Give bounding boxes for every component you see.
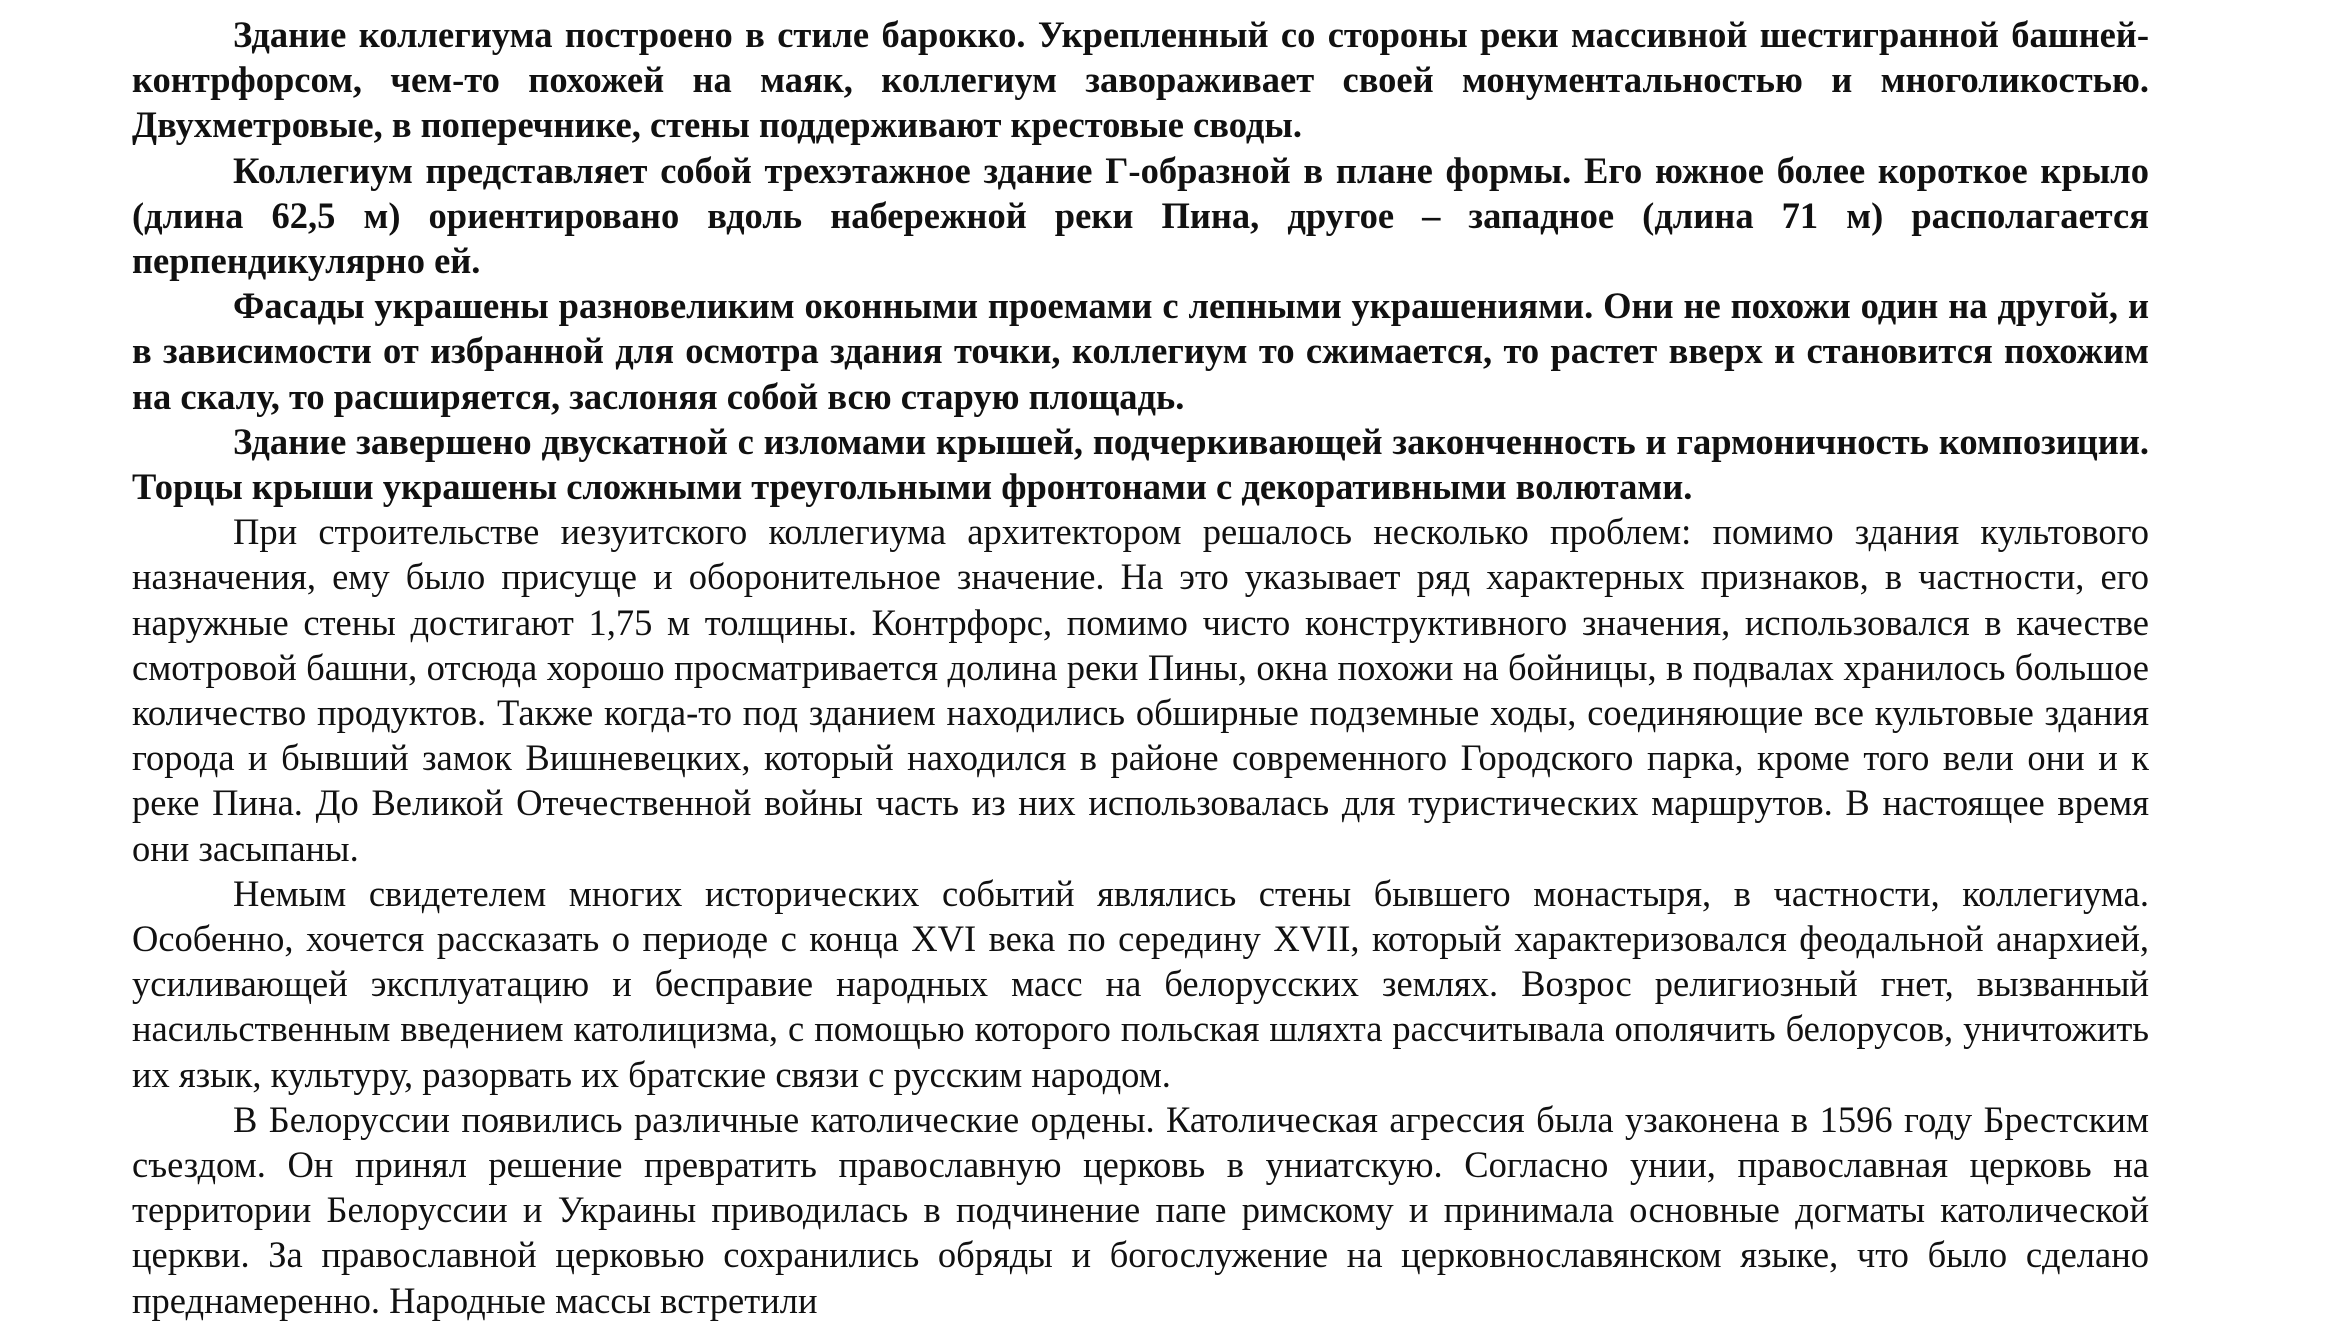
paragraph-facades: Фасады украшены разновеликим оконными проемами с лепными украшениями. Они не похожи один на другой, и в зависимости от избранной для осмотра здания точки, коллегиум то сжимается, то растет вверх и становится похожим на скалу, то расширяется, заслоняя собой всю старую площадь. [132, 285, 2149, 417]
paragraph-defensive-purpose: При строительстве иезуитского коллегиума архитектором решалось несколько проблем: помимо здания культового назначения, ему было присуще и оборонительное значение. На это указывает ряд характерных признаков, в частности, его наружные стены достигают 1,75 м толщины. Контрфорс, помимо чисто конструктивного значения, использовался в качестве смотровой башни, отсюда хорошо просматривается долина реки Пины, окна похожи на бойницы, в подвалах хранилось большое количество продуктов. Также когда-то под зданием находились обширные подземные ходы, соединяющие все культовые здания города и бывший замок Вишневецких, который находился в районе современного Городского парка, кроме того вели они и к реке Пина. До Великой Отечественной войны часть из них использовалась для туристических маршрутов. В настоящее время они засыпаны. [132, 511, 2149, 869]
paragraph-catholic-orders: В Белоруссии появились различные католические ордены. Католическая агрессия была узаконена в 1596 году Брестским съездом. Он принял решение превратить православную церковь в униатскую. Согласно унии, православная церковь на территории Белоруссии и Украины приводилась в подчинение папе римскому и принимала основные догматы католической церкви. За православной церковью сохранились обряды и богослужение на церковнославянском языке, что было сделано преднамеренно. Народные массы встретили [132, 1098, 2149, 1321]
paragraph-building-plan: Коллегиум представляет собой трехэтажное здание Г-образной в плане формы. Его южное более короткое крыло (длина 62,5 м) ориентировано вдоль набережной реки Пина, другое – западное (длина 71 м) располагается перпендикулярно ей. [132, 149, 2149, 282]
document-page [132, 12, 2149, 1323]
paragraph-historical-events: Немым свидетелем многих исторических событий являлись стены бывшего монастыря, в частности, коллегиума. Особенно, хочется рассказать о периоде с конца XVI века по середину XVII, который характеризовался феодальной анархией, усиливающей эксплуатацию и бесправие народных масс на белорусских землях. Возрос религиозный гнет, вызванный насильственным введением католицизма, с помощью которого польская шляхта рассчитывала ополячить белорусов, уничтожить их язык, культуру, разорвать их братские связи с русским народом. [132, 872, 2149, 1095]
paragraph-roof: Здание завершено двускатной с изломами крышей, подчеркивающей законченность и гармоничность композиции. Торцы крыши украшены сложными треугольными фронтонами с декоративными волютами. [132, 420, 2149, 508]
paragraph-building-style: Здание коллегиума построено в стиле барокко. Укрепленный со стороны реки массивной шестигранной башней-контрфорсом, чем-то похожей на маяк, коллегиум завораживает своей монументальностью и многоликостью. Двухметровые, в поперечнике, стены поддерживают крестовые своды. [132, 14, 2149, 146]
